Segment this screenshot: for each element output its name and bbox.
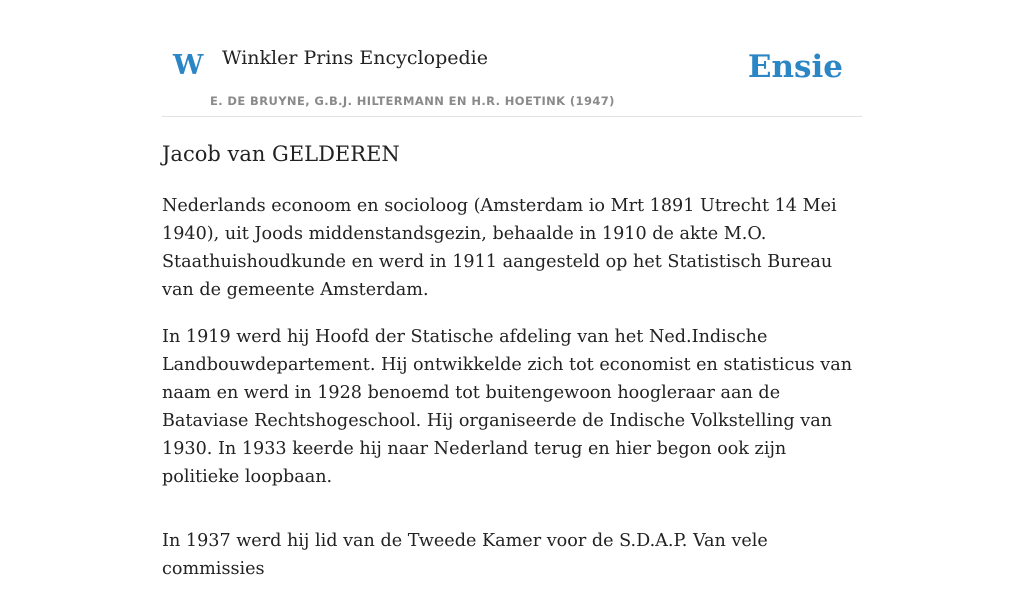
article-content — [162, 138, 862, 602]
article-paragraph-2: In 1919 werd hij Hoofd der Statische afdeling van het Ned.Indische Landbouwdepartement. Hij ontwikkelde zich tot economist en statisticus van naam en werd in 1928 benoemd tot buitengewoon hoogleraar aan de Bataviase Rechtshogeschool. Hij organiseerde de Indische Volkstelling van 1930. In 1933 keerde hij naar Nederland terug en hier begon ook zijn politieke loopbaan. — [162, 327, 853, 487]
site-title-link[interactable]: Winkler Prins Encyclopedie — [222, 47, 488, 69]
article-paragraph-3: In 1937 werd hij lid van de Tweede Kamer voor de S.D.A.P. Van vele commissies — [162, 531, 768, 579]
ensie-brand-link[interactable]: Ensie — [747, 49, 843, 85]
authors-line: E. DE BRUYNE, G.B.J. HILTERMANN EN H.R. HOETINK (1947) — [210, 94, 615, 108]
article-title: Jacob van GELDEREN — [162, 142, 400, 166]
article-paragraph-1: Nederlands econoom en socioloog (Amsterdam io Mrt 1891 Utrecht 14 Mei 1940), uit Joods middenstandsgezin, behaalde in 1910 de akte M.O. Staathuishoudkunde en werd in 1911 aangesteld op het Statistisch Bureau van de gemeente Amsterdam. — [162, 196, 837, 300]
site-header — [162, 40, 862, 117]
winkler-prins-logo-icon[interactable]: W — [173, 50, 204, 81]
